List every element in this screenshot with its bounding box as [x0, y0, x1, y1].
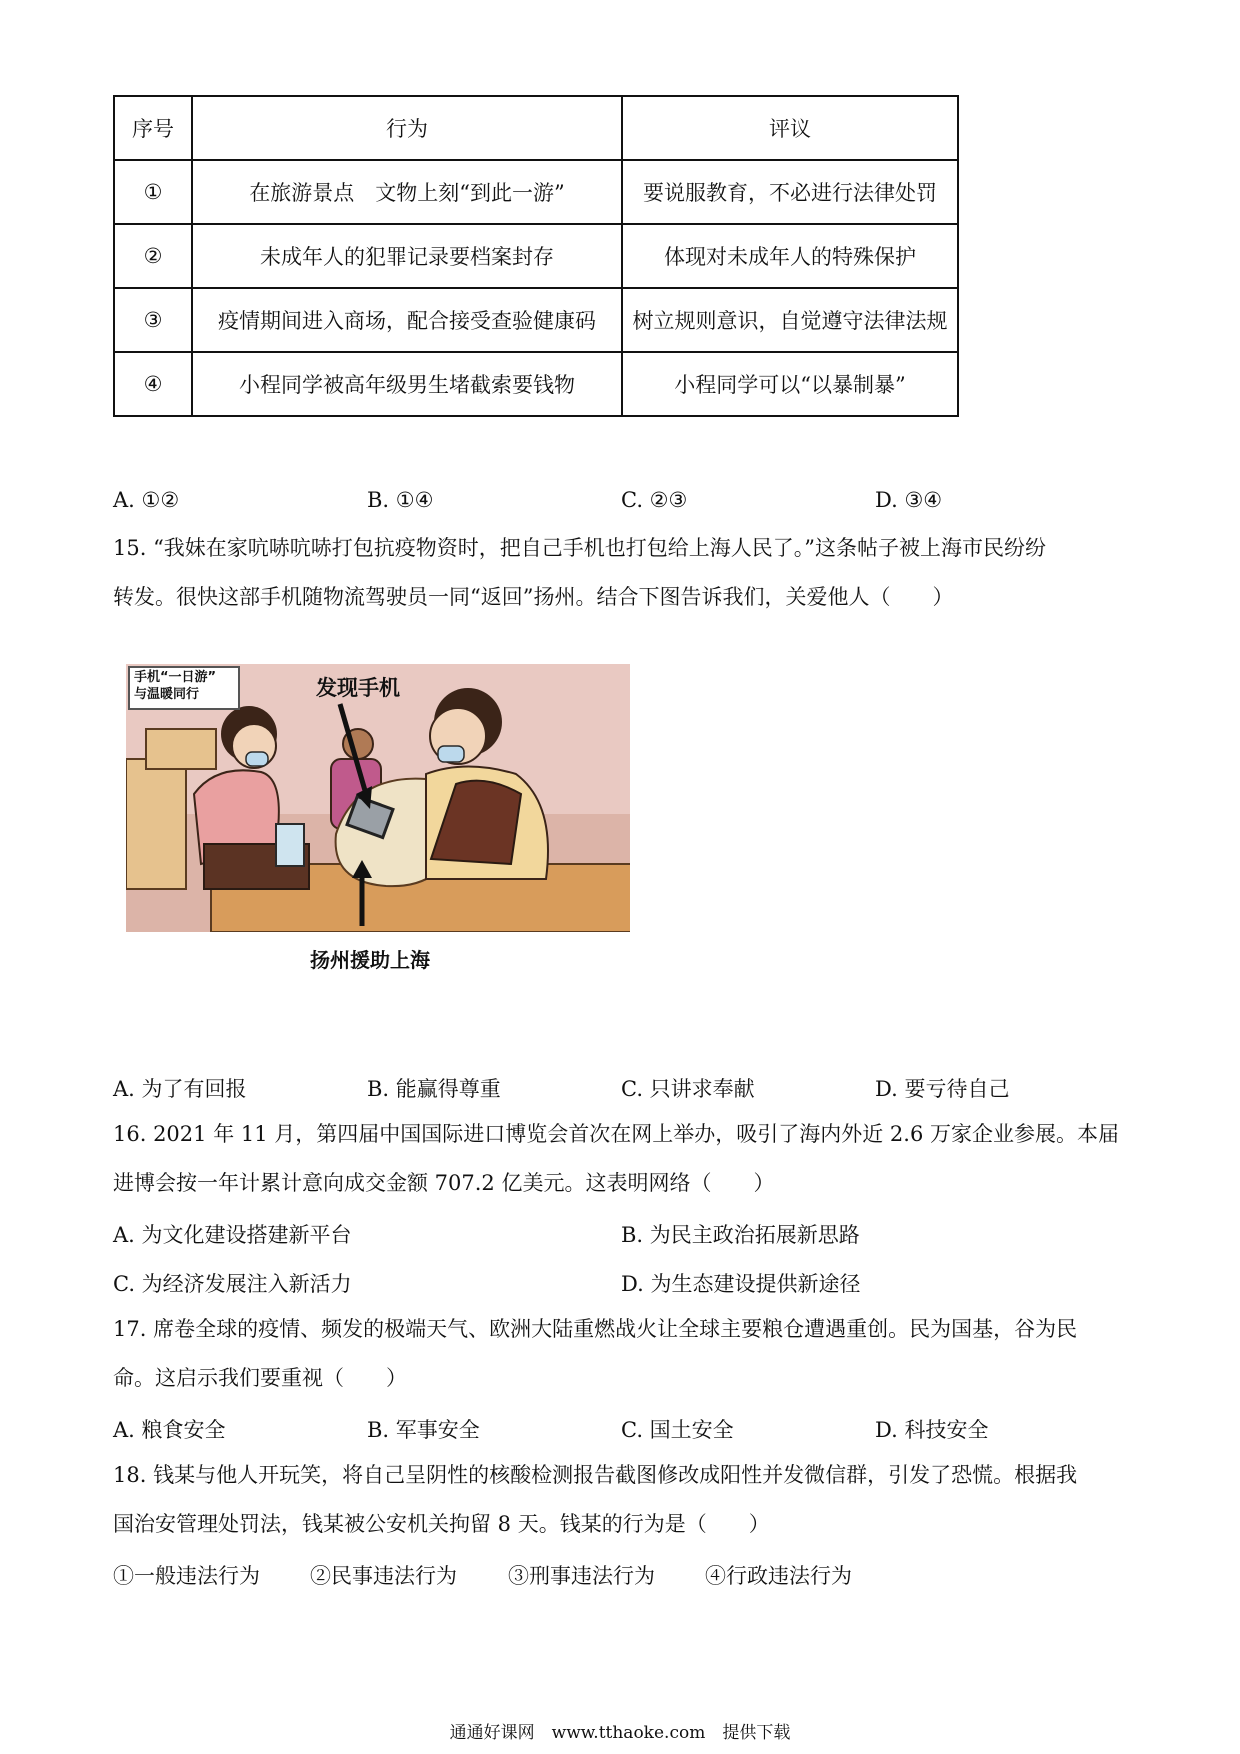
q15-option-b: B. 能赢得尊重: [367, 1077, 501, 1101]
table-row: [114, 160, 958, 224]
q14-option-b: B. ①④: [367, 488, 434, 512]
q15-option-a: A. 为了有回报: [113, 1077, 247, 1101]
behavior-comment-table: [113, 95, 959, 417]
header-index: 序号: [114, 96, 192, 160]
q18-line-2: 国治安管理处罚法，钱某被公安机关拘留 8 天。钱某的行为是（ ）: [113, 1512, 770, 1536]
q17-option-c: C. 国土安全: [621, 1418, 734, 1442]
q14-option-d: D. ③④: [875, 488, 943, 512]
q15-option-c: C. 只讲求奉献: [621, 1077, 755, 1101]
badge-line-2: 与温暖同行: [134, 687, 200, 702]
row-index: ④: [114, 352, 192, 416]
badge-line-1: 手机“一日游”: [134, 670, 217, 685]
row-behavior: 小程同学被高年级男生堵截索要钱物: [192, 352, 622, 416]
q17-option-d: D. 科技安全: [875, 1418, 989, 1442]
q15-option-d: D. 要亏待自己: [875, 1077, 1010, 1101]
table-header-row: [114, 96, 958, 160]
q16-line-1: 16. 2021 年 11 月，第四届中国国际进口博览会首次在网上举办，吸引了海内外近 2.6 万家企业参展。本届: [113, 1122, 1120, 1146]
q16-option-c: C. 为经济发展注入新活力: [113, 1272, 352, 1296]
q14-option-a: A. ①②: [113, 488, 180, 512]
q17-line-1: 17. 席卷全球的疫情、频发的极端天气、欧洲大陆重燃战火让全球主要粮仓遭遇重创。民为国基，谷为民: [113, 1317, 1078, 1341]
row-comment: 小程同学可以“以暴制暴”: [622, 352, 958, 416]
row-comment: 体现对未成年人的特殊保护: [622, 224, 958, 288]
q18-choice-3: ③刑事违法行为: [508, 1564, 655, 1588]
q17-line-2: 命。这启示我们要重视（ ）: [113, 1366, 407, 1390]
q18-choice-1: ①一般违法行为: [113, 1564, 260, 1588]
row-behavior: 未成年人的犯罪记录要档案封存: [192, 224, 622, 288]
row-index: ①: [114, 160, 192, 224]
q16-option-a: A. 为文化建设搭建新平台: [113, 1223, 352, 1247]
illustration-badge: [128, 666, 240, 710]
table-row: [114, 352, 958, 416]
header-comment: 评议: [622, 96, 958, 160]
page-footer: 通通好课网 www.tthaoke.com 提供下载: [449, 1723, 791, 1743]
row-comment: 要说服教育，不必进行法律处罚: [622, 160, 958, 224]
q16-line-2: 进博会按一年计累计意向成交金额 707.2 亿美元。这表明网络（ ）: [113, 1171, 775, 1195]
q15-stem: [113, 524, 1123, 622]
q18-stem: [113, 1451, 1123, 1549]
q15-line-1: 15. “我妹在家吭哧吭哧打包抗疫物资时，把自己手机也打包给上海人民了。”这条帖子被上海市民纷纷: [113, 536, 1047, 560]
q15-line-2: 转发。很快这部手机随物流驾驶员一同“返回”扬州。结合下图告诉我们，关爱他人（ ）: [113, 585, 954, 609]
q16-option-d: D. 为生态建设提供新途径: [621, 1272, 861, 1296]
header-behavior: 行为: [192, 96, 622, 160]
q18-line-1: 18. 钱某与他人开玩笑，将自己呈阴性的核酸检测报告截图修改成阳性并发微信群，引发了恐慌。根据我: [113, 1463, 1078, 1487]
q16-stem: [113, 1110, 1123, 1208]
q17-option-a: A. 粮食安全: [113, 1418, 226, 1442]
q14-option-c: C. ②③: [621, 488, 688, 512]
q18-choice-2: ②民事违法行为: [310, 1564, 457, 1588]
q16-option-b: B. 为民主政治拓展新思路: [621, 1223, 860, 1247]
row-comment: 树立规则意识，自觉遵守法律法规: [622, 288, 958, 352]
illustration-caption: 扬州援助上海: [310, 948, 430, 972]
q18-choice-4: ④行政违法行为: [705, 1564, 852, 1588]
q15-illustration: [126, 664, 630, 932]
q17-option-b: B. 军事安全: [367, 1418, 480, 1442]
table-row: [114, 224, 958, 288]
row-index: ③: [114, 288, 192, 352]
table-row: [114, 288, 958, 352]
row-behavior: 在旅游景点 文物上刻“到此一游”: [192, 160, 622, 224]
q17-stem: [113, 1305, 1123, 1403]
label-found-phone: 发现手机: [316, 676, 400, 700]
row-index: ②: [114, 224, 192, 288]
row-behavior: 疫情期间进入商场，配合接受查验健康码: [192, 288, 622, 352]
